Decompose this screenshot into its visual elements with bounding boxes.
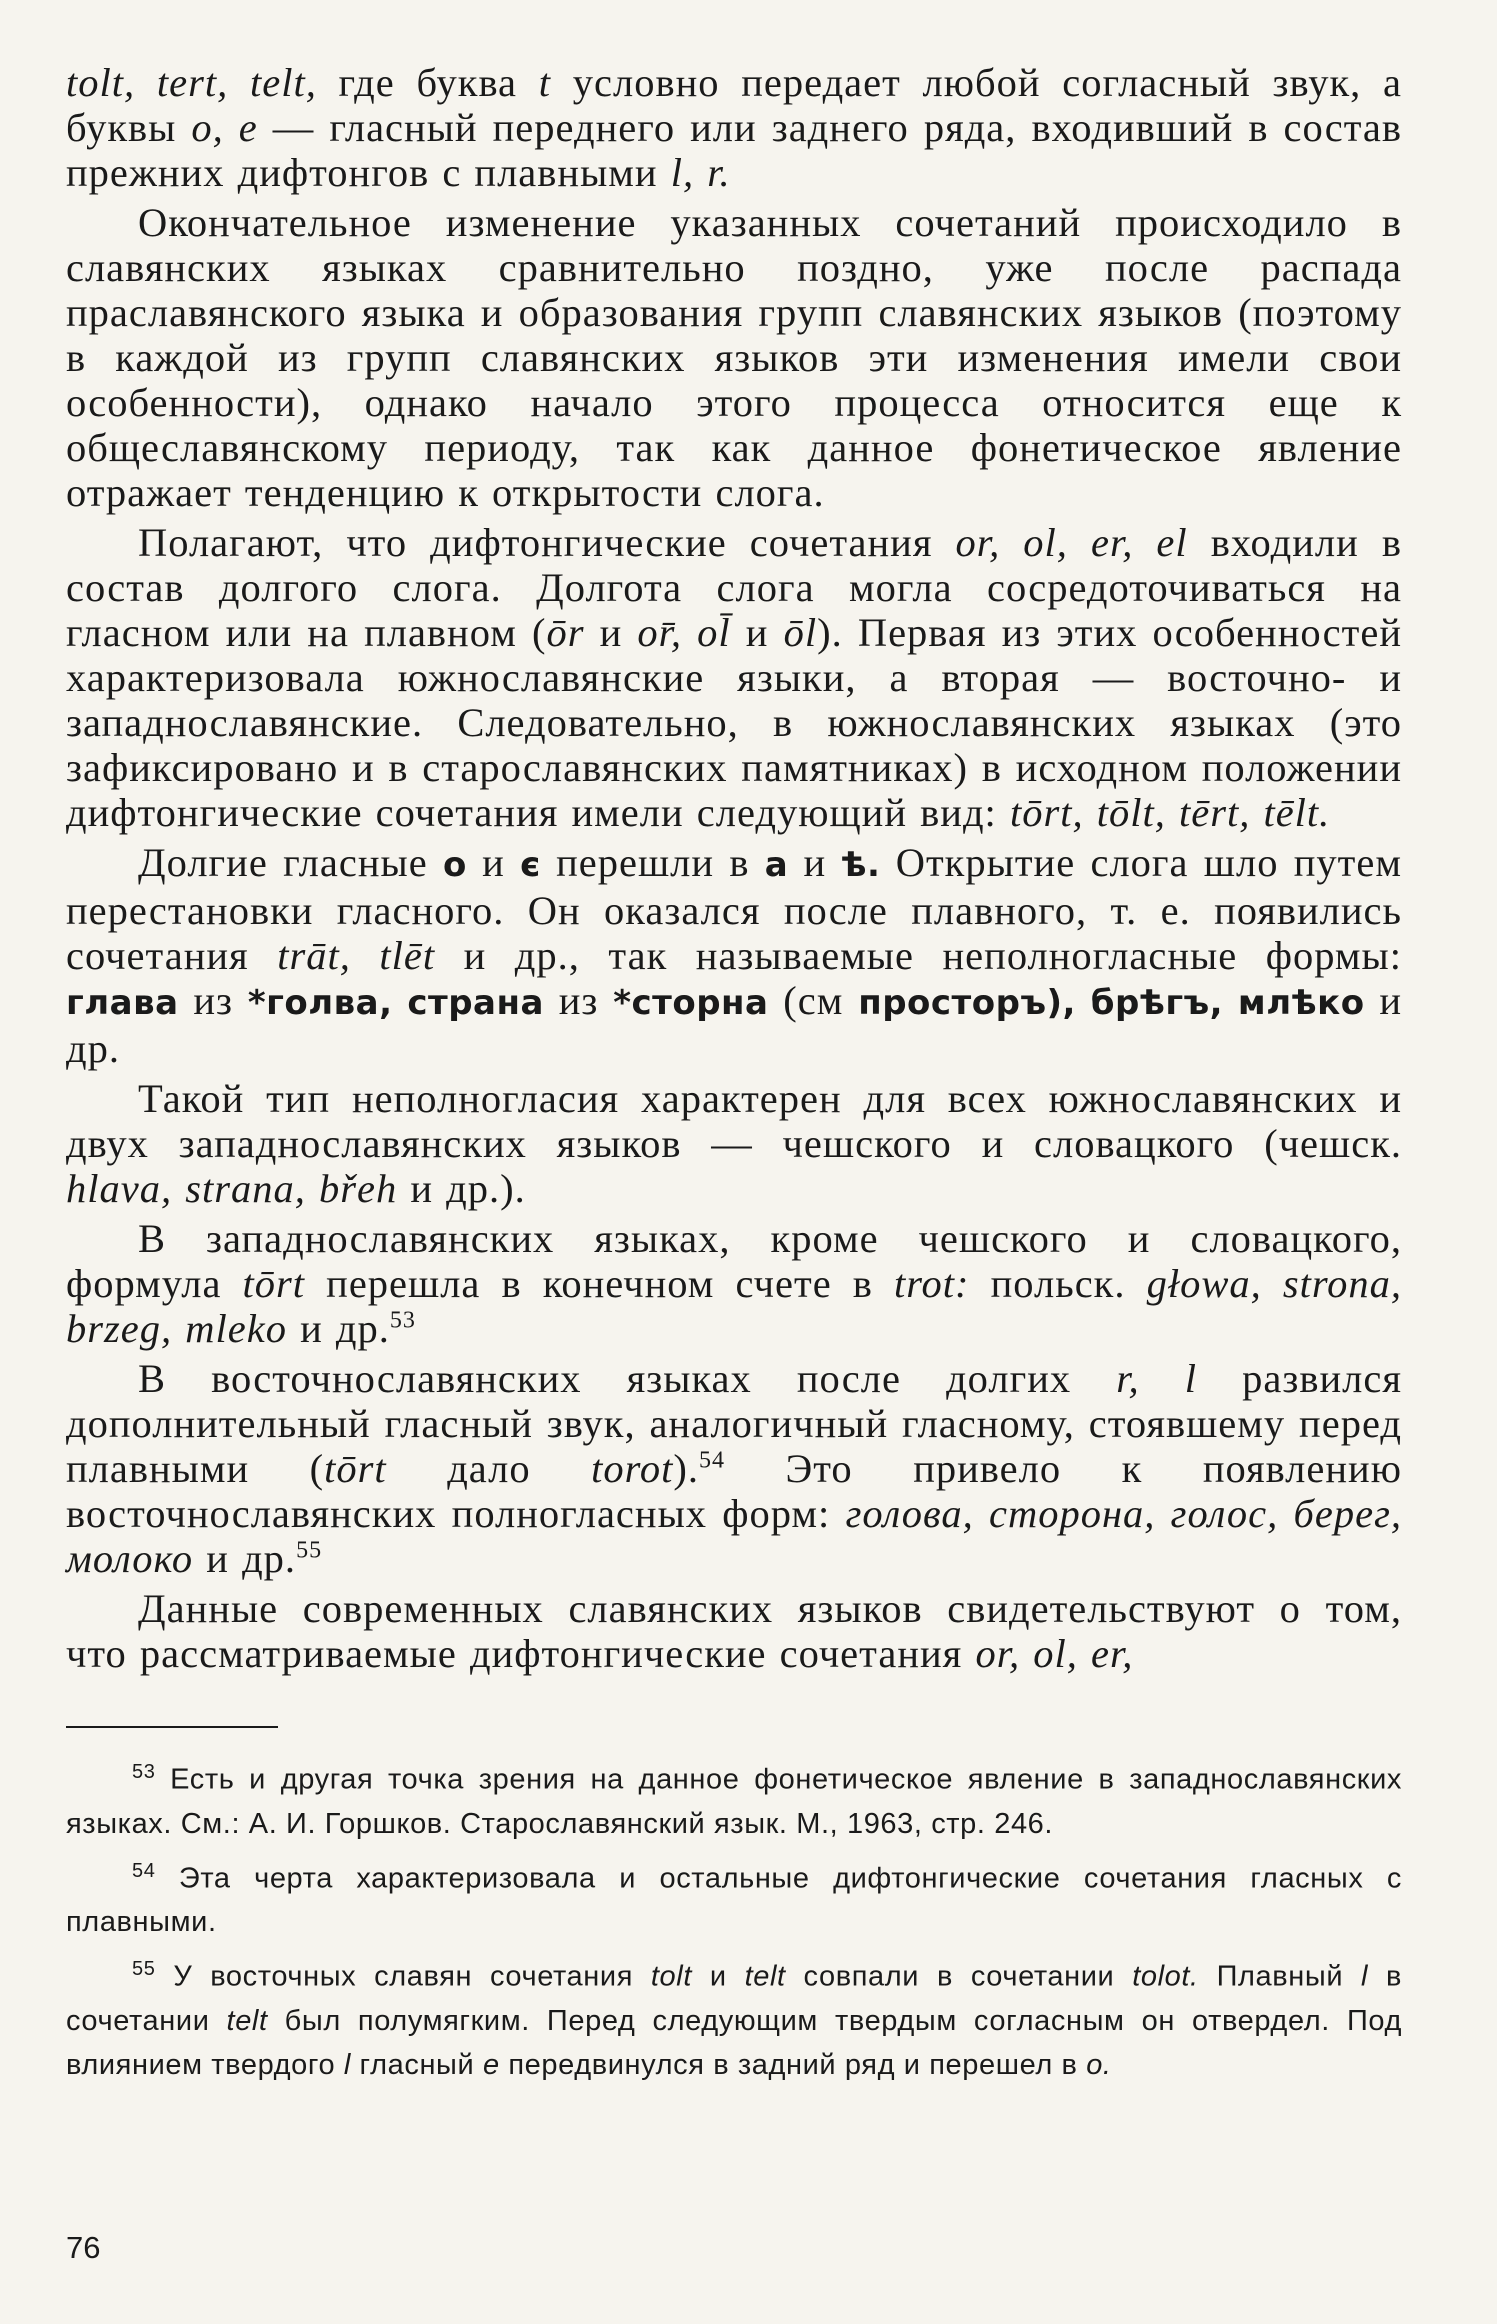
italic-term: ōl xyxy=(783,610,818,655)
old-slavonic-word: ѣ. xyxy=(841,845,881,885)
italic-term: tolot. xyxy=(1132,1960,1199,1993)
paragraph xyxy=(66,840,1402,1071)
italic-term: tolt xyxy=(650,1960,692,1993)
italic-term: torot xyxy=(591,1446,674,1491)
footnote-ref: 54 xyxy=(699,1447,726,1474)
old-slavonic-word: *голва, xyxy=(247,983,393,1023)
italic-term: hlava, strana, břeh xyxy=(66,1166,398,1211)
text-run: Долгие гласные xyxy=(138,840,443,885)
paragraph xyxy=(66,1356,1402,1581)
text-run: и xyxy=(691,1960,745,1993)
italic-term: tōrt xyxy=(242,1261,306,1306)
text-run: и др., так называемые неполногласные формы: xyxy=(435,933,1402,978)
old-slavonic-word: *сторна xyxy=(613,983,769,1023)
main-text xyxy=(66,60,1402,1676)
text-run: перешла в конечном счете в xyxy=(305,1261,895,1306)
italic-term: or, ol, er, el xyxy=(955,520,1188,565)
text-run: перешли в xyxy=(540,840,765,885)
text-run: — гласный переднего или заднего ряда, входивший в состав прежних дифтонгов с плавными xyxy=(66,105,1402,195)
italic-term: e xyxy=(482,2048,500,2081)
italic-term: o. xyxy=(1086,2048,1112,2081)
text-run: из xyxy=(178,978,248,1023)
text-run: Есть и другая точка зрения на данное фонетическое явление в западнославянских языках. См.: А. И. Горшков. Старославянский язык. М., 1963, стр. 246. xyxy=(66,1763,1402,1840)
text-run: и др.). xyxy=(397,1166,526,1211)
text-run: (см xyxy=(768,978,859,1023)
old-slavonic-word: млѣко xyxy=(1237,983,1365,1023)
old-slavonic-word: просторъ), xyxy=(858,983,1076,1023)
italic-term: t xyxy=(538,60,552,105)
footnote xyxy=(66,1750,1402,1846)
italic-term: or, ol, er, xyxy=(975,1631,1134,1676)
text-run: входили в состав долгого слога. Долгота слога могла сосредоточиваться на гласном или на плавном ( xyxy=(66,520,1403,655)
paragraph xyxy=(66,1586,1402,1676)
text-run: развился дополнительный гласный звук, аналогичный гласному, стоявшему перед плавными ( xyxy=(66,1356,1402,1491)
text-run xyxy=(1076,978,1091,1023)
page-number: 76 xyxy=(66,2230,101,2265)
text-run: совпали в сочетании xyxy=(785,1960,1133,1993)
italic-term: l xyxy=(1361,1960,1369,1993)
text-run: Данные современных славянских языков свидетельствуют о том, что рассматриваемые дифтонгические сочетания xyxy=(66,1586,1402,1676)
text-run: и др. xyxy=(193,1536,297,1581)
text-run: У восточных славян сочетания xyxy=(155,1960,651,1993)
text-run: дало xyxy=(386,1446,592,1491)
old-slavonic-word: а xyxy=(764,845,789,885)
text-run: из xyxy=(543,978,614,1023)
text-run: польск. xyxy=(969,1261,1147,1306)
old-slavonic-word: о xyxy=(443,845,467,885)
paragraph xyxy=(66,200,1402,515)
text-run: Полагают, что дифтонгические сочетания xyxy=(138,520,956,565)
text-run: и xyxy=(466,840,521,885)
italic-term: l xyxy=(343,2048,351,2081)
footnote xyxy=(66,1849,1402,1945)
footnotes xyxy=(66,1750,1402,2090)
text-run: и др. xyxy=(66,978,1403,1071)
text-run: ). xyxy=(673,1446,700,1491)
italic-term: tōrt xyxy=(324,1446,387,1491)
old-slavonic-word: брѣгъ, xyxy=(1090,983,1224,1023)
paragraph xyxy=(66,60,1402,195)
footnote xyxy=(66,1947,1402,2087)
italic-term: or̄, ol̄ xyxy=(637,610,731,655)
italic-term: telt xyxy=(744,1960,786,1993)
paragraph xyxy=(66,520,1402,835)
italic-term: tolt, tert, telt, xyxy=(66,60,317,105)
italic-term: ōr xyxy=(546,610,585,655)
text-run: ). Первая из этих особенностей характеризовала южнославянские языки, а вторая — восточно- и западнославянские. Следовательно, в южнославянских языках (это зафиксировано и в старославянских памятниках) в исходном положении дифтонгические сочетания имели следующий вид: xyxy=(66,610,1402,835)
italic-term: tōrt, tōlt, tērt, tēlt. xyxy=(1009,790,1331,835)
text-run: передвинулся в задний ряд и перешел в xyxy=(499,2048,1087,2081)
text-run: Такой тип неполногласия характерен для всех южнославянских и двух западнославянских языков — чешского и словацкого (чешск. xyxy=(66,1076,1402,1166)
text-run: Открытие слога шло путем перестановки гласного. Он оказался после плавного, т. е. появились сочетания xyxy=(66,840,1402,978)
italic-term: trāt, tlēt xyxy=(277,933,436,978)
text-run: Это привело к появлению восточнославянских полногласных форм: xyxy=(66,1446,1402,1536)
italic-term: trot: xyxy=(894,1261,970,1306)
text-run: был полумягким. Перед следующим твердым согласным он отвердел. Под влиянием твердого xyxy=(66,2004,1402,2081)
footnote-ref: 53 xyxy=(389,1307,416,1334)
text-run: и xyxy=(788,840,842,885)
italic-term: r, l xyxy=(1116,1356,1198,1401)
footnote-ref: 55 xyxy=(132,1958,156,1981)
text-run: и xyxy=(584,610,638,655)
text-run: условно передает любой согласный звук, а буквы xyxy=(66,60,1403,150)
paragraph xyxy=(66,1216,1402,1351)
text-run: и др. xyxy=(286,1306,390,1351)
text-run: Эта черта характеризовала и остальные дифтонгические сочетания гласных с плавными. xyxy=(66,1862,1402,1939)
text-run: В западнославянских языках, кроме чешского и словацкого, формула xyxy=(66,1216,1402,1306)
italic-term: telt xyxy=(226,2004,268,2037)
footnote-divider xyxy=(66,1726,278,1728)
text-run: Окончательное изменение указанных сочетаний происходило в славянских языках сравнительно поздно, уже после распада праславянского языка и образования групп славянских языков (поэтому в каждой из групп славянских языков эти изменения имели свои особенности), однако начало этого процесса относится еще к общеславянскому периоду, так как данное фонетическое явление отражает тенденцию к открытости слога. xyxy=(66,200,1402,515)
text-run: где буква xyxy=(316,60,539,105)
text-run: в сочетании xyxy=(66,1960,1402,2037)
old-slavonic-word: є xyxy=(520,845,541,885)
text-run: В восточнославянских языках после долгих xyxy=(138,1356,1117,1401)
old-slavonic-word: страна xyxy=(407,983,544,1023)
text-run xyxy=(393,978,408,1023)
text-run xyxy=(1223,978,1238,1023)
old-slavonic-word: глава xyxy=(66,983,179,1023)
italic-term: о, е xyxy=(191,105,258,150)
italic-term: l, r. xyxy=(670,150,731,195)
paragraph xyxy=(66,1076,1402,1211)
italic-term: głowa, strona, brzeg, mleko xyxy=(66,1261,1402,1351)
text-run: гласный xyxy=(350,2048,483,2081)
footnote-ref: 55 xyxy=(296,1537,323,1564)
footnote-ref: 53 xyxy=(132,1761,156,1783)
footnote-ref: 54 xyxy=(132,1859,156,1882)
text-run: и xyxy=(730,610,784,655)
text-run: Плавный xyxy=(1198,1960,1362,1993)
italic-term: голова, сторона, голос, берег, молоко xyxy=(66,1491,1402,1581)
